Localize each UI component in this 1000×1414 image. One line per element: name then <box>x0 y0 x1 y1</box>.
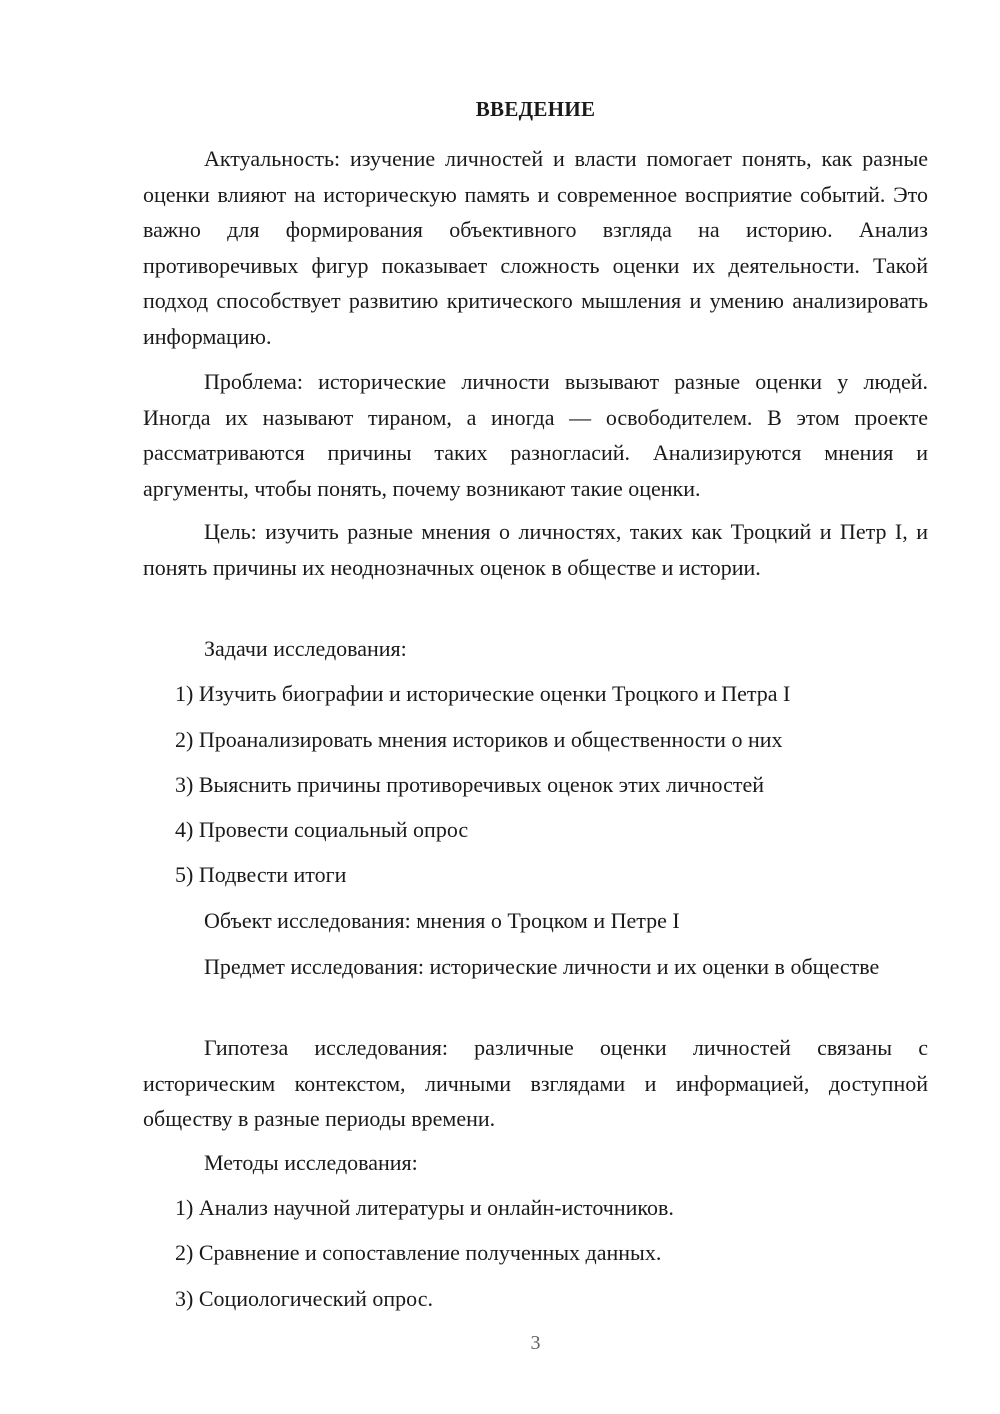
goal-paragraph: Цель: изучить разные мнения о личностях, таких как Троцкий и Петр I, и понять причины их неоднозначных оценок в обществе и истории. <box>143 519 928 580</box>
task-item: 3) Выяснить причины противоречивых оценок этих личностей <box>175 772 765 797</box>
object-line: Объект исследования: мнения о Троцком и Петре I <box>204 908 680 933</box>
methods-heading: Методы исследования: <box>204 1150 418 1175</box>
page-number: 3 <box>530 1332 541 1354</box>
subject-paragraph: Предмет исследования: исторические личности и их оценки в обществе <box>204 954 880 979</box>
method-item: 2) Сравнение и сопоставление полученных данных. <box>175 1240 662 1265</box>
task-item: 4) Провести социальный опрос <box>175 817 469 842</box>
relevance-paragraph: Актуальность: изучение личностей и власти помогает понять, как разные оценки влияют на историческую память и современное восприятие событий. Это важно для формирования объективного взгляда на историю. Анализ противоречивых фигур показывает сложность оценки их деятельности. Такой подход способствует развитию критического мышления и умению анализировать информацию. <box>143 146 928 349</box>
method-item: 1) Анализ научной литературы и онлайн-источников. <box>175 1195 674 1220</box>
task-item: 1) Изучить биографии и исторические оценки Троцкого и Петра I <box>175 681 791 706</box>
task-item: 2) Проанализировать мнения историков и общественности о них <box>175 727 783 752</box>
problem-paragraph: Проблема: исторические личности вызывают разные оценки у людей. Иногда их называют тираном, а иногда — освободителем. В этом проекте рассматриваются причины таких разногласий. Анализируются мнения и аргументы, чтобы понять, почему возникают такие оценки. <box>143 369 928 501</box>
document-page <box>143 0 928 1414</box>
section-title: ВВЕДЕНИЕ <box>475 97 596 121</box>
hypothesis-paragraph: Гипотеза исследования: различные оценки личностей связаны с историческим контекстом, личными взглядами и информацией, доступной обществу в разные периоды времени. <box>143 1035 928 1131</box>
method-item: 3) Социологический опрос. <box>175 1286 433 1311</box>
task-item: 5) Подвести итоги <box>175 862 347 887</box>
tasks-heading: Задачи исследования: <box>204 636 407 661</box>
